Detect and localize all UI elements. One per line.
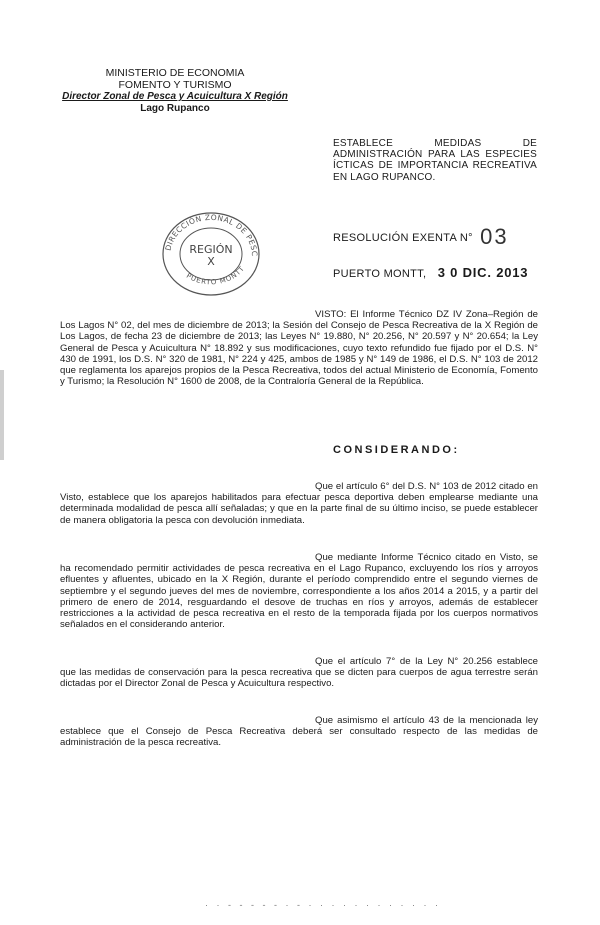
visto-section	[60, 309, 538, 387]
considerando-paragraph: Que mediante Informe Técnico citado en Visto, se ha recomendado permitir actividades de pesca recreativa en el Lago Rupanco, excluyendo los ríos y arroyos efluentes y afluentes, ubicado en la X Región, durante el período comprendido entre el segundo viernes de septiembre y el segundo jueves del mes de noviembre, correspondiente a los años 2014 a 2015, y a partir del primero de enero de 2014, resguardando el desove de truchas en ríos y arroyos, además de establecer restricciones a la actividad de pesca recreativa en el resto de la temporada fijada por los cuerpos normativos señalados en el considerando anterior.	[60, 552, 538, 631]
considerando-3	[60, 656, 538, 690]
visto-paragraph: VISTO: El Informe Técnico DZ IV Zona–Región de Los Lagos N° 02, del mes de diciembre de 2013; la Sesión del Consejo de Pesca Recreativa de la X Región de Los Lagos, de fecha 23 de diciembre de 2013; las Leyes N° 19.880, N° 20.256, N° 20.597 y N° 20.654; la Ley General de Pesca y Acuicultura N° 18.892 y sus modificaciones, cuyo texto refundido fue fijado por el D.S. N° 430 de 1991, los D.S. N° 320 de 1981, N° 224 y 425, ambos de 1985 y N° 149 de 1986, el D.S. N° 103 de 2012 que reglamenta los aparejos propios de la Pesca Recreativa, todos del actual Ministerio de Economía, Fomento y Turismo; la Resolución N° 1600 de 2008, de la Contraloría General de la República.	[60, 309, 538, 388]
official-seal-stamp	[160, 210, 262, 298]
resolution-subject: ESTABLECE MEDIDAS DE ADMINISTRACIÓN PARA LAS ESPECIES ÍCTICAS DE IMPORTANCIA RECREATIVA EN LAGO RUPANCO.	[333, 138, 537, 183]
resolution-label: RESOLUCIÓN EXENTA N°	[333, 232, 473, 244]
ministry-subtitle: FOMENTO Y TURISMO	[118, 78, 232, 91]
svg-text:PUERTO MONTT: PUERTO MONTT	[184, 264, 247, 287]
considerando-2	[60, 552, 538, 630]
considerando-paragraph: Que asimismo el artículo 43 de la mencionada ley establece que el Consejo de Pesca Recreativa deberá ser consultado respecto de las medidas de administración de la pesca recreativa.	[60, 715, 538, 749]
director-office: Director Zonal de Pesca y Acuicultura X Región	[62, 91, 288, 102]
letterhead	[60, 68, 290, 114]
considerando-4	[60, 715, 538, 749]
office-location: Lago Rupanco	[140, 102, 210, 114]
date-stamp: 3 0 DIC. 2013	[437, 265, 529, 280]
considerando-heading: CONSIDERANDO:	[333, 444, 460, 456]
place: PUERTO MONTT,	[333, 268, 427, 280]
svg-text:DIRECCIÓN ZONAL DE PESCA Y ACU: DIRECCIÓN ZONAL DE PESC	[163, 212, 260, 257]
seal-region-number: X	[207, 255, 215, 268]
resolution-number: 03	[480, 224, 509, 249]
seal-region-label: REGIÓN	[189, 243, 233, 256]
considerando-paragraph: Que el artículo 6° del D.S. N° 103 de 2012 citado en Visto, establece que los aparejos habilitados para efectuar pesca deportiva deben emplearse mediante una determinada modalidad de pesca allí señaladas; y que en la parte final de su último inciso, se puede establecer de manera obligatoria la pesca con devolución inmediata.	[60, 481, 538, 526]
scan-artifact-dots: · · - - - - - · - · · · · · · · · · · · ·	[205, 900, 441, 910]
considerando-1	[60, 481, 538, 526]
resolution-number-line	[333, 221, 509, 247]
considerando-paragraph: Que el artículo 7° de la Ley N° 20.256 establece que las medidas de conservación para la pesca recreativa que se dicten para cuerpos de agua terrestre serán dictadas por el Director Zonal de Pesca y Acuicultura respectivo.	[60, 656, 538, 690]
place-date-line	[333, 265, 528, 280]
ministry-name: MINISTERIO DE ECONOMIA	[105, 67, 245, 79]
scan-margin-mark	[0, 370, 4, 460]
